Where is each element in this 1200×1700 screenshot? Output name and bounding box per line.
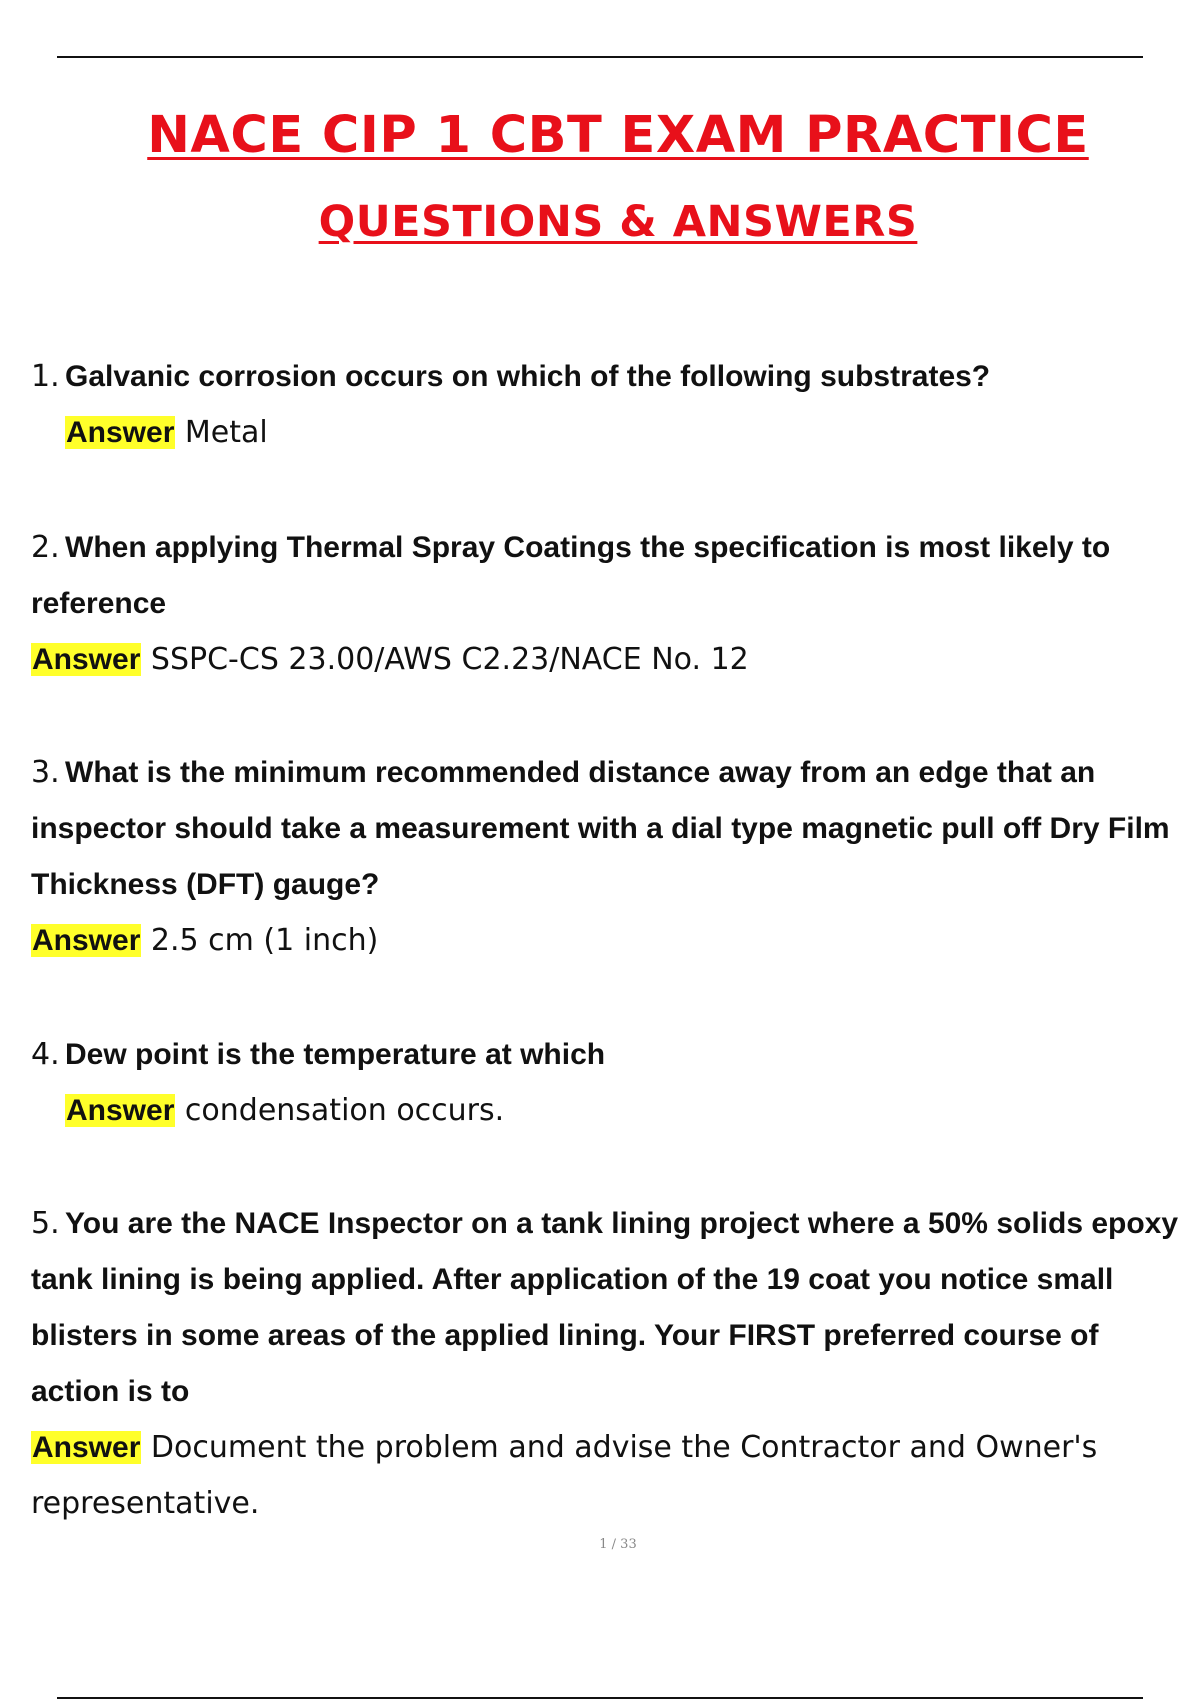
question-body: Galvanic corrosion occurs on which of the following substrates? xyxy=(65,360,991,393)
answer-line xyxy=(31,632,1181,688)
answer-text: SSPC-CS 23.00/AWS C2.23/NACE No. 12 xyxy=(150,642,749,677)
question-body: Dew point is the temperature at which xyxy=(65,1038,606,1071)
question-block-2 xyxy=(31,520,1181,688)
answer-label: Answer xyxy=(32,924,141,957)
top-rule xyxy=(57,56,1143,58)
question-text xyxy=(31,745,1181,913)
question-number: 2. xyxy=(31,530,60,565)
bottom-rule xyxy=(57,1697,1143,1699)
question-number: 1. xyxy=(31,359,60,394)
question-text xyxy=(31,520,1181,632)
question-number: 4. xyxy=(31,1037,60,1072)
question-number: 3. xyxy=(31,755,60,790)
question-number: 5. xyxy=(31,1206,60,1241)
document-subtitle: QUESTIONS & ANSWERS xyxy=(318,197,918,247)
answer-text: condensation occurs. xyxy=(184,1093,505,1128)
answer-text: Metal xyxy=(184,415,268,450)
answer-label: Answer xyxy=(66,1094,175,1127)
answer-label: Answer xyxy=(32,643,141,676)
question-body: You are the NACE Inspector on a tank lining project where a 50% solids epoxy tank lining is being applied. After application of the 19 coat you notice small blisters in some areas of the applied lining. Your FIRST preferred course of action is to xyxy=(31,1207,1179,1408)
answer-label: Answer xyxy=(32,1431,141,1464)
answer-label: Answer xyxy=(66,416,175,449)
question-body: When applying Thermal Spray Coatings the specification is most likely to reference xyxy=(31,531,1111,620)
answer-line xyxy=(31,405,1181,461)
answer-text: 2.5 cm (1 inch) xyxy=(150,923,379,958)
question-text xyxy=(31,349,1181,405)
question-text xyxy=(31,1027,1181,1083)
question-body: What is the minimum recommended distance away from an edge that an inspector should take a measurement with a dial type magnetic pull off Dry Film Thickness (DFT) gauge? xyxy=(31,756,1170,901)
answer-line xyxy=(31,1083,1181,1139)
document-title: NACE CIP 1 CBT EXAM PRACTICE xyxy=(147,106,1089,165)
question-block-4 xyxy=(31,1027,1181,1139)
answer-line xyxy=(31,1420,1181,1532)
question-block-3 xyxy=(31,745,1181,969)
question-text xyxy=(31,1196,1181,1420)
page-indicator: 1 / 33 xyxy=(599,1537,637,1552)
answer-text: Document the problem and advise the Contractor and Owner's representative. xyxy=(31,1430,1098,1521)
answer-line xyxy=(31,913,1181,969)
question-block-5 xyxy=(31,1196,1181,1532)
question-block-1 xyxy=(31,349,1181,461)
